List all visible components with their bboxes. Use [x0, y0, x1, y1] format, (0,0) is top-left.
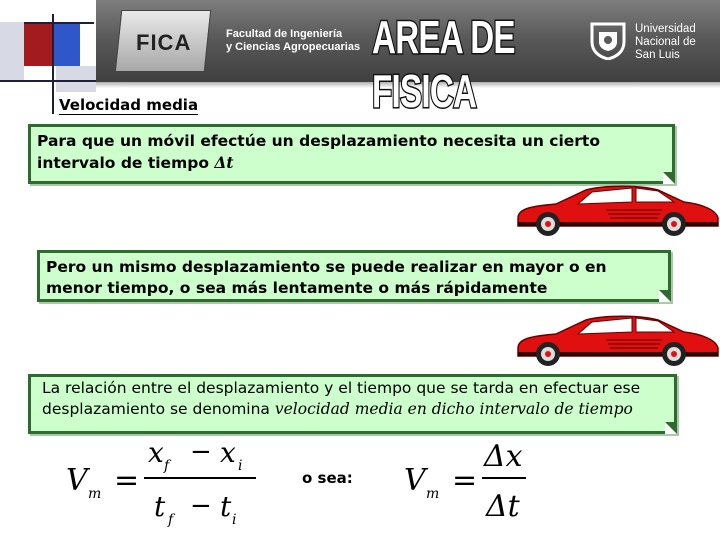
- formula-num-a: x: [148, 438, 164, 469]
- formula-lhs: V: [66, 463, 88, 498]
- formula-right-den: Δt: [486, 489, 520, 524]
- university-name-line2: Nacional de: [635, 36, 696, 48]
- page-fold-corner: [665, 422, 677, 434]
- area-title: AREA DE FISICA: [372, 11, 515, 117]
- formula-equals: =: [114, 463, 140, 498]
- formula-right-equals: =: [452, 463, 478, 498]
- formula-right-lhs: V: [404, 463, 426, 498]
- red-sports-car-icon: [512, 182, 720, 240]
- delta-t-symbol: Δt: [214, 153, 234, 172]
- corner-decoration-lavender: [56, 66, 96, 92]
- average-velocity-formula-coordinates: [62, 438, 272, 534]
- university-name-line3: San Luis: [635, 49, 680, 61]
- university-emblem-icon: [588, 20, 628, 60]
- formula-num-b-sub: i: [238, 458, 243, 474]
- formula-den-b-sub: i: [232, 512, 237, 528]
- text-box-1-content: [37, 131, 671, 174]
- formula-lhs-sub: m: [88, 486, 102, 502]
- formula-num-b: x: [220, 438, 236, 469]
- formula-num-a-sub: f: [164, 458, 170, 474]
- connector-text: o sea:: [302, 469, 353, 487]
- text-box-3: [28, 374, 677, 434]
- page-fold-corner: [659, 290, 671, 302]
- corner-line-top: [24, 22, 94, 24]
- corner-decoration-grey: [0, 22, 24, 82]
- corner-decoration-red: [24, 22, 52, 66]
- text-box-1-text: Para que un móvil efectúe un desplazamiento necesita un cierto intervalo de tiempo: [37, 132, 600, 172]
- formula-den-a-sub: f: [168, 512, 174, 528]
- faculty-name-line2: y Ciencias Agropecuarias: [226, 41, 361, 53]
- text-box-3-text: La relación entre el desplazamiento y el tiempo que se tarda en efectuar ese desplazamiento se denomina: [42, 379, 641, 418]
- formula-den-b: t: [220, 490, 232, 523]
- corner-decoration-blue: [52, 22, 80, 66]
- university-name-line1: Universidad: [635, 23, 696, 35]
- fica-logo-text: FICA: [136, 30, 192, 55]
- text-box-3-content: [42, 378, 674, 420]
- formula-den-minus: −: [190, 491, 212, 521]
- formula-right-num: Δx: [484, 439, 523, 474]
- red-sports-car-icon: [512, 312, 720, 370]
- text-box-1: [28, 124, 675, 184]
- slide-subtitle: Velocidad media: [59, 96, 199, 114]
- corner-line-horizontal: [0, 80, 100, 82]
- text-box-3-italic: velocidad media en dicho intervalo de tiempo: [274, 400, 633, 418]
- formula-right-lhs-sub: m: [426, 486, 440, 502]
- text-box-2-text: Pero un mismo desplazamiento se puede realizar en mayor o en menor tiempo, o sea más lentamente o más rápidamente: [46, 258, 607, 297]
- formula-den-a: t: [154, 490, 166, 523]
- corner-line-vertical: [52, 14, 54, 114]
- text-box-2: [37, 250, 671, 302]
- average-velocity-formula-delta: [400, 438, 540, 534]
- faculty-name-line1: Facultad de Ingeniería: [226, 28, 343, 40]
- formula-num-minus: −: [190, 438, 212, 467]
